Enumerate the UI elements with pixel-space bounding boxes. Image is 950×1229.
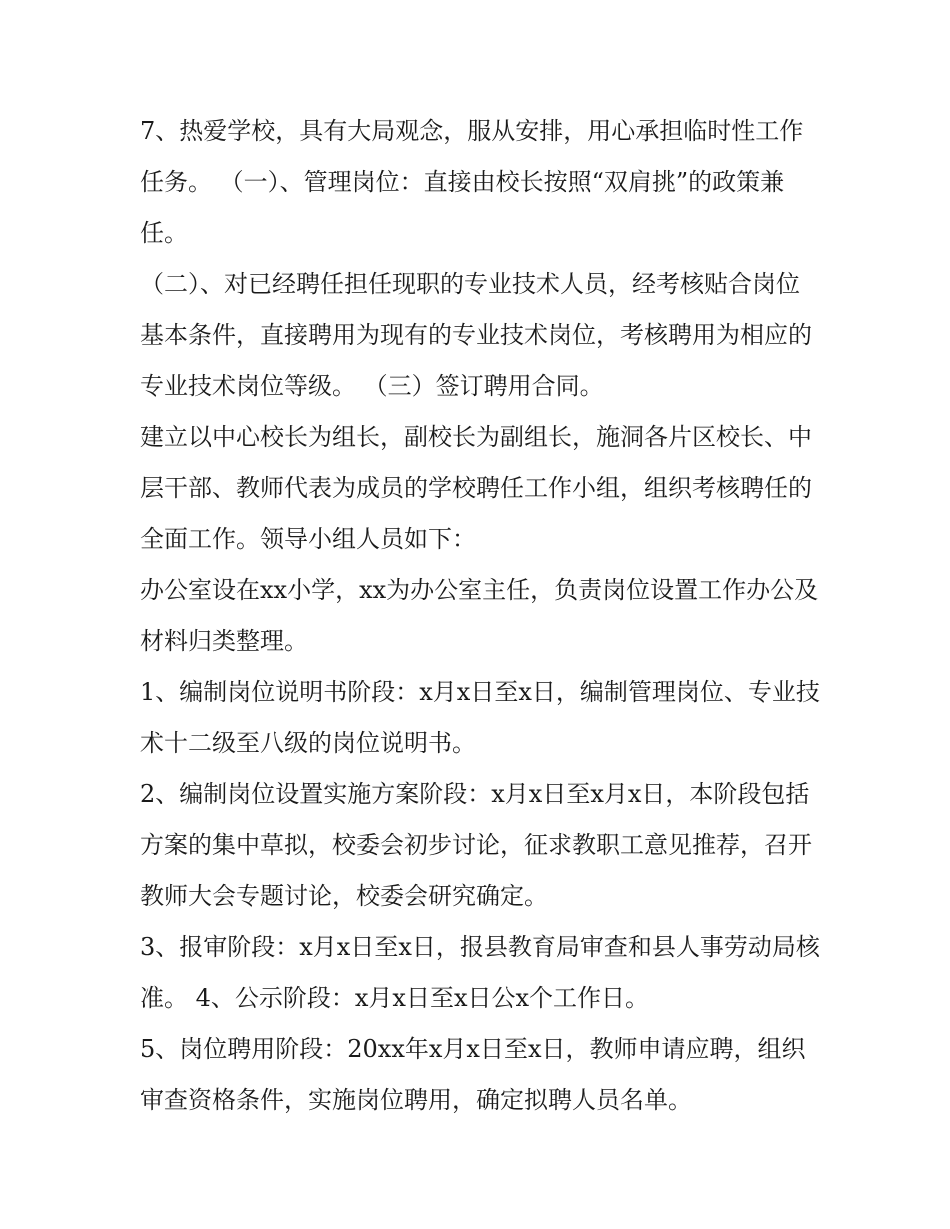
paragraph-professional-staff: （二）、对已经聘任担任现职的专业技术人员，经考核贴合岗位基本条件，直接聘用为现有的专业技术岗位，考核聘用为相应的专业技术岗位等级。 （三）签订聘用合同。 — [140, 270, 812, 400]
paragraph-duty-7: 7、热爱学校，具有大局观念，服从安排，用心承担临时性工作任务。 （一）、管理岗位：直接由校长按照“双肩挑”的政策兼任。 — [140, 117, 804, 247]
paragraph-stage-5: 5、岗位聘用阶段：20xx年x月x日至x日，教师申请应聘，组织审查资格条件，实施岗位聘用，确定拟聘人员名单。 — [140, 1035, 806, 1114]
document-body — [140, 106, 820, 1126]
paragraph-stage-1: 1、编制岗位说明书阶段：x月x日至x日，编制管理岗位、专业技术十二级至八级的岗位说明书。 — [140, 678, 820, 757]
paragraph-stage-2: 2、编制岗位设置实施方案阶段：x月x日至x月x日，本阶段包括方案的集中草拟，校委会初步讨论，征求教职工意见推荐，召开教师大会专题讨论，校委会研究确定。 — [140, 780, 812, 910]
paragraph-working-group: 建立以中心校长为组长，副校长为副组长，施洞各片区校长、中层干部、教师代表为成员的学校聘任工作小组，组织考核聘任的全面工作。领导小组人员如下： — [140, 423, 812, 553]
paragraph-stage-3-4: 3、报审阶段：x月x日至x日，报县教育局审查和县人事劳动局核准。 4、公示阶段：x月x日至x日公x个工作日。 — [140, 933, 820, 1012]
paragraph-office: 办公室设在xx小学，xx为办公室主任，负责岗位设置工作办公及材料归类整理。 — [140, 576, 819, 655]
